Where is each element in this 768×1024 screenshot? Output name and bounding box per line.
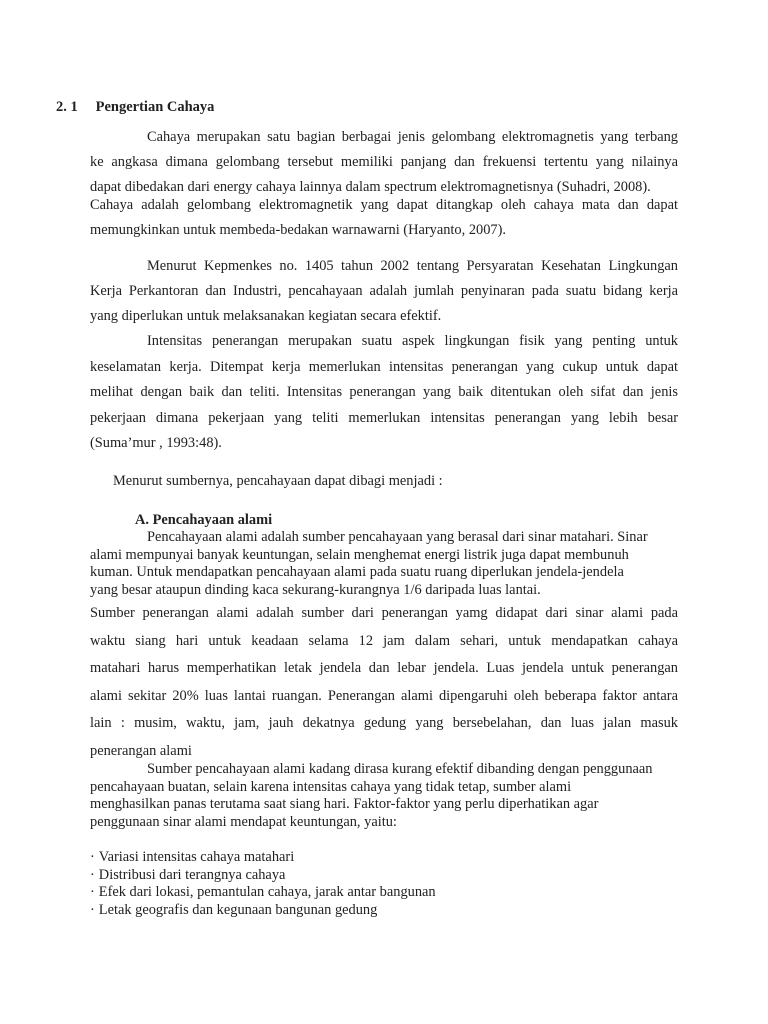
paragraph-line: (Suma’mur , 1993:48). [90,435,222,451]
paragraph-line: Sumber penerangan alami adalah sumber dari penerangan yamg didapat dari sinar alami pada [90,605,678,621]
paragraph-line: dapat dibedakan dari energy cahaya lainnya dalam spectrum elektromagnetisnya (Suhadri, 2008). [90,179,651,195]
paragraph-line: Cahaya merupakan satu bagian berbagai jenis gelombang elektromagnetis yang terbang [147,129,678,145]
paragraph-line: penerangan alami [90,742,192,759]
paragraph-line: yang besar ataupun dinding kaca sekurang-kurangnya 1/6 daripada luas lantai. [90,581,541,598]
paragraph-pencahayaan-alami [90,529,670,599]
paragraph-line: ke angkasa dimana gelombang tersebut memiliki panjang dan frekuensi tertentu yang nilainya [90,154,678,170]
paragraph-line: kuman. Untuk mendapatkan pencahayaan alami pada suatu ruang diperlukan jendela-jendela [90,564,624,580]
paragraph-line: Cahaya adalah gelombang elektromagnetik yang dapat ditangkap oleh cahaya mata dan dapat [90,197,678,213]
section-title: Pengertian Cahaya [95,99,215,115]
paragraph-definition-cahaya [90,125,678,200]
paragraph-sumber-penerangan [90,600,678,765]
paragraph-line: memungkinkan untuk membeda-bedakan warnawarni (Haryanto, 2007). [90,222,506,238]
paragraph-kepmenkes [90,254,678,329]
paragraph-line: lain : musim, waktu, jam, jauh dekatnya gedung yang bersebelahan, dan luas jalan masuk [90,715,678,731]
paragraph-definition-haryanto [90,193,678,243]
paragraph-line: Menurut Kepmenkes no. 1405 tahun 2002 tentang Persyaratan Kesehatan Lingkungan [147,258,678,274]
paragraph-line: pekerjaan dimana pekerjaan yang teliti memerlukan intensitas penerangan yang lebih besar [90,409,678,426]
paragraph-line: waktu siang hari untuk keadaan selama 12 jam dalam sehari, untuk mendapatkan cahaya [90,632,678,649]
paragraph-line: yang diperlukan untuk melaksanakan kegiatan secara efektif. [90,308,442,324]
paragraph-line: penggunaan sinar alami mendapat keuntungan, yaitu: [90,813,397,830]
paragraph-line: alami sekitar 20% luas lantai ruangan. Penerangan alami dipengaruhi oleh beberapa faktor antara [90,687,678,704]
paragraph-line: matahari harus memperhatikan letak jendela dan lebar jendela. Luas jendela untuk penerangan [90,660,678,676]
list-item: · Letak geografis dan kegunaan bangunan gedung [90,902,436,920]
factor-list [90,849,436,919]
subsection-heading: A. Pencahayaan alami [135,512,273,528]
paragraph-line: Kerja Perkantoran dan Industri, pencahayaan adalah jumlah penyinaran pada suatu bidang kerja [90,283,678,299]
list-item: · Distribusi dari terangnya cahaya [90,867,436,885]
paragraph-line: Pencahayaan alami adalah sumber pencahayaan yang berasal dari sinar matahari. Sinar [147,529,648,545]
paragraph-line: menghasilkan panas terutama saat siang hari. Faktor-faktor yang perlu diperhatikan agar [90,796,599,812]
paragraph-kurang-efektif [90,761,670,831]
paragraph-line: Intensitas penerangan merupakan suatu aspek lingkungan fisik yang penting untuk [147,333,678,349]
paragraph-line: Sumber pencahayaan alami kadang dirasa kurang efektif dibanding dengan penggunaan [147,761,653,777]
list-item: · Variasi intensitas cahaya matahari [90,849,436,867]
paragraph-line: alami mempunyai banyak keuntungan, selain menghemat energi listrik juga dapat membunuh [90,546,629,563]
paragraph-intensitas [90,329,678,457]
lead-sentence: Menurut sumbernya, pencahayaan dapat dibagi menjadi : [113,473,443,489]
paragraph-line: keselamatan kerja. Ditempat kerja memerlukan intensitas penerangan yang cukup untuk dapat [90,358,678,375]
paragraph-line: pencahayaan buatan, selain karena intensitas cahaya yang tidak tetap, sumber alami [90,778,572,795]
section-number: 2. 1 [56,99,78,115]
paragraph-line: melihat dengan baik dan teliti. Intensitas penerangan yang baik ditentukan oleh sifat dan jenis [90,384,678,400]
section-heading [56,99,214,116]
list-item: · Efek dari lokasi, pemantulan cahaya, jarak antar bangunan [90,884,436,902]
